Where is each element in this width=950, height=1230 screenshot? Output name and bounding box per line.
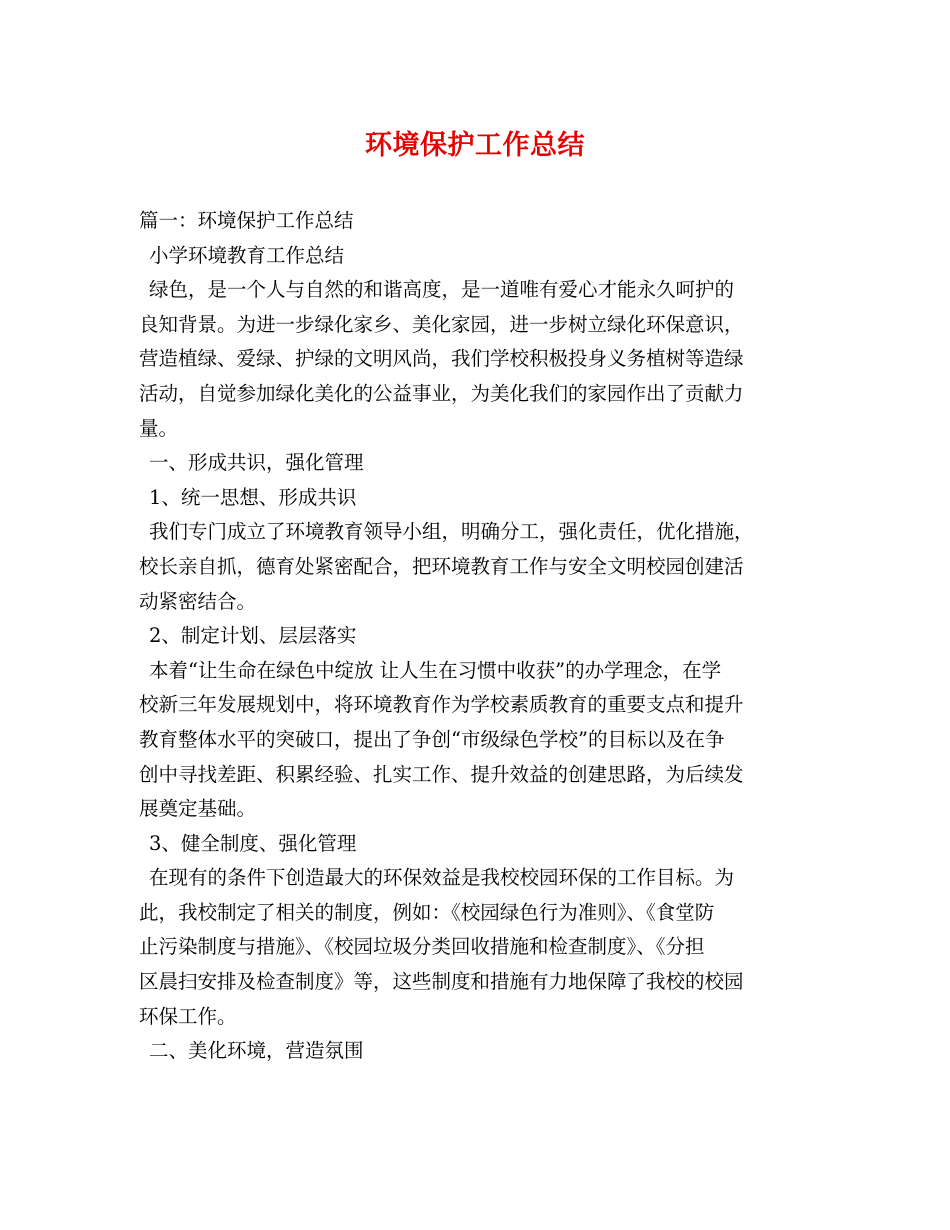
text-line: 1、统一思想、形成共识 (149, 485, 357, 509)
text-line: 环保工作。 (139, 1004, 237, 1028)
text-line: 教育整体水平的突破口，提出了争创“市级绿色学校”的目标以及在争 (139, 727, 725, 751)
text-line: 展奠定基础。 (139, 797, 257, 821)
text-line: 创中寻找差距、积累经验、扎实工作、提升效益的创建思路，为后续发 (139, 762, 744, 786)
text-line: 营造植绿、爱绿、护绿的文明风尚，我们学校积极投身义务植树等造绿 (139, 347, 744, 371)
text-line: 活动，自觉参加绿化美化的公益事业，为美化我们的家园作出了贡献力 (139, 381, 744, 405)
text-line: 止污染制度与措施》、《校园垃圾分类回收措施和检查制度》、《分担 (139, 935, 705, 959)
text-line: 校长亲自抓，德育处紧密配合，把环境教育工作与安全文明校园创建活 (139, 554, 744, 578)
text-line: 绿色，是一个人与自然的和谐高度，是一道唯有爱心才能永久呵护的 (149, 278, 735, 302)
text-line: 一、形成共识，强化管理 (149, 451, 364, 475)
document-body (139, 204, 839, 1069)
text-line: 2、制定计划、层层落实 (149, 624, 357, 648)
text-line: 3、健全制度、强化管理 (149, 831, 357, 855)
text-line: 我们专门成立了环境教育领导小组，明确分工，强化责任，优化措施， (149, 520, 754, 544)
text-line: 区晨扫安排及检查制度》等，这些制度和措施有力地保障了我校的校园 (139, 970, 744, 994)
text-line: 动紧密结合。 (139, 589, 257, 613)
text-line: 量。 (139, 416, 179, 440)
text-line: 此，我校制定了相关的制度，例如：《校园绿色行为准则》、《食堂防 (139, 900, 715, 924)
document-title: 环境保护工作总结 (365, 130, 585, 161)
text-line: 本着“让生命在绿色中绽放 让人生在习惯中收获”的办学理念，在学 (149, 658, 722, 682)
text-line: 在现有的条件下创造最大的环保效益是我校校园环保的工作目标。为 (149, 866, 735, 890)
text-line: 小学环境教育工作总结 (149, 243, 345, 267)
text-line: 良知背景。为进一步绿化家乡、美化家园，进一步树立绿化环保意识， (139, 312, 744, 336)
text-line: 二、美化环境，营造氛围 (149, 1039, 364, 1063)
text-line: 篇一：环境保护工作总结 (139, 209, 354, 232)
text-line: 校新三年发展规划中，将环境教育作为学校素质教育的重要支点和提升 (139, 693, 744, 717)
